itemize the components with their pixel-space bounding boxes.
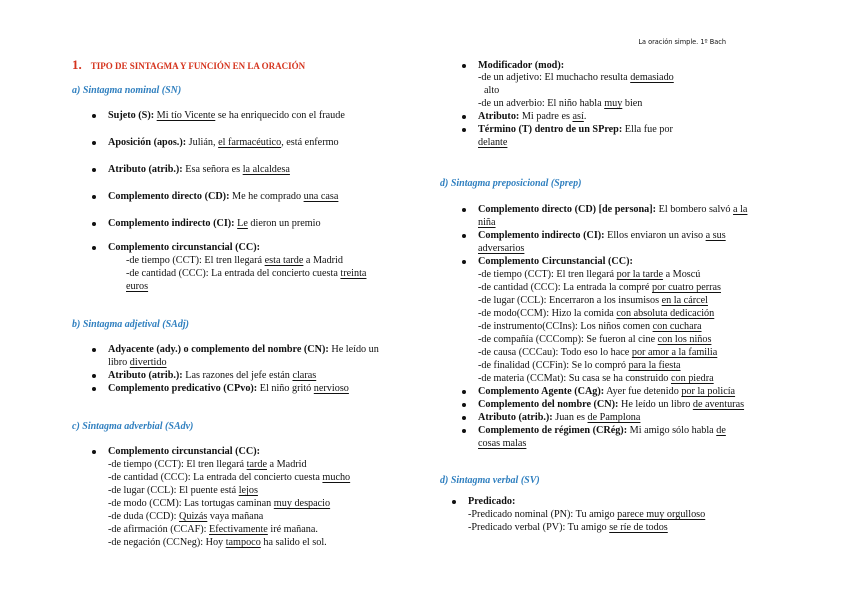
bullet-icon <box>452 500 456 504</box>
sprep-item: Complemento Agente (CAg): Ayer fue detenido por la policía <box>478 386 736 397</box>
bullet-icon <box>462 115 466 119</box>
sn-item: Complemento directo (CD): Me he comprado una casa <box>108 191 339 202</box>
termino-item: Término (T) dentro de un SPrep: Ella fue por <box>478 124 673 135</box>
heading-number: 1. <box>72 57 82 72</box>
sadv-title: c) Sintagma adverbial (SAdv) <box>72 421 194 432</box>
sprep-item: Complemento del nombre (CN): He leído un libro de aventuras <box>478 399 745 410</box>
sadj-item: Adyacente (ady.) o complemento del nombre (CN): He leído un <box>108 344 379 355</box>
sadv-line: -de lugar (CCL): El puente está lejos <box>108 485 258 496</box>
termino-item-cont: delante <box>478 137 508 148</box>
sprep-cc-line: -de finalidad (CCFin): Se lo compró para la fiesta <box>478 360 681 371</box>
bullet-icon <box>92 114 96 118</box>
sadv-item: Complemento circunstancial (CC): <box>108 446 261 457</box>
pred-line: -Predicado nominal (PN): Tu amigo parece muy orgulloso <box>468 509 706 520</box>
sn-item: Sujeto (S): Mi tío Vicente se ha enriquecido con el fraude <box>108 110 345 121</box>
sprep-item: Atributo (atrib.): Juan es de Pamplona <box>478 412 641 423</box>
bullet-icon <box>462 208 466 212</box>
sprep-cc-line: -de instrumento(CCIns): Los niños comen con cuchara <box>478 321 702 332</box>
bullet-icon <box>462 403 466 407</box>
sprep-cc-line: -de cantidad (CCC): La entrada la compré por cuatro perras <box>478 282 721 293</box>
mod-line: -de un adverbio: El niño habla muy bien <box>478 98 643 109</box>
mod-item: Modificador (mod): <box>478 60 565 71</box>
sadv-line: -de negación (CCNeg): Hoy tampoco ha salido el sol. <box>108 537 327 548</box>
sprep-cc-line: -de modo(CCM): Hizo la comida con absoluta dedicación <box>478 308 715 319</box>
sn-cc-line: euros <box>126 281 149 292</box>
bullet-icon <box>92 222 96 226</box>
sprep-item-cont: niña <box>478 217 496 228</box>
sadj-item: Complemento predicativo (CPvo): El niño gritó nervioso <box>108 383 349 394</box>
bullet-icon <box>92 168 96 172</box>
sv-title: d) Sintagma verbal (SV) <box>440 475 540 486</box>
sn-item: Aposición (apos.): Julián, el farmacéutico, está enfermo <box>108 137 339 148</box>
bullet-icon <box>462 416 466 420</box>
sprep-cc-line: -de tiempo (CCT): El tren llegará por la tarde a Moscú <box>478 269 701 280</box>
sn-cc-line: -de cantidad (CCC): La entrada del concierto cuesta treinta <box>126 268 367 279</box>
bullet-icon <box>462 128 466 132</box>
sn-item: Atributo (atrib.): Esa señora es la alcaldesa <box>108 164 290 175</box>
sn-item: Complemento circunstancial (CC): <box>108 242 261 253</box>
bullet-icon <box>92 387 96 391</box>
bullet-icon <box>92 348 96 352</box>
bullet-icon <box>92 141 96 145</box>
bullet-icon <box>92 246 96 250</box>
sadj-item: Atributo (atrib.): Las razones del jefe están claras <box>108 370 317 381</box>
sadv-line: -de afirmación (CCAF): Efectivamente iré mañana. <box>108 524 318 535</box>
sn-item: Complemento indirecto (CI): Le dieron un premio <box>108 218 321 229</box>
section-heading <box>72 58 305 73</box>
pred-line: -Predicado verbal (PV): Tu amigo se ríe de todos <box>468 522 668 533</box>
sadv-line: -de cantidad (CCC): La entrada del concierto cuesta mucho <box>108 472 351 483</box>
sadv-line: -de duda (CCD): Quizás vaya mañana <box>108 511 264 522</box>
sprep-cc-line: -de lugar (CCL): Encerraron a los insumisos en la cárcel <box>478 295 708 306</box>
bullet-icon <box>92 195 96 199</box>
running-header: La oración simple. 1º Bach <box>638 37 726 46</box>
mod-line: -de un adjetivo: El muchacho resulta demasiado <box>478 72 674 83</box>
sprep-item: Complemento Circunstancial (CC): <box>478 256 633 267</box>
sadj-item-cont: libro divertido <box>108 357 167 368</box>
bullet-icon <box>462 234 466 238</box>
bullet-icon <box>92 374 96 378</box>
sprep-item-cont: cosas malas <box>478 438 527 449</box>
atrib-item: Atributo: Mi padre es así. <box>478 111 587 122</box>
sadj-title: b) Sintagma adjetival (SAdj) <box>72 319 189 330</box>
sprep-cc-line: -de compañía (CCComp): Se fueron al cine con los niños <box>478 334 712 345</box>
sprep-item-cont: adversarios <box>478 243 525 254</box>
pred-item: Predicado: <box>468 496 516 507</box>
bullet-icon <box>462 390 466 394</box>
sprep-item: Complemento directo (CD) [de persona]: El bombero salvó a la <box>478 204 748 215</box>
sprep-cc-line: -de causa (CCCau): Todo eso lo hace por amor a la familia <box>478 347 718 358</box>
mod-line: alto <box>484 85 500 96</box>
sprep-title: d) Sintagma preposicional (Sprep) <box>440 178 582 189</box>
sn-title: a) Sintagma nominal (SN) <box>72 85 182 96</box>
bullet-icon <box>462 429 466 433</box>
bullet-icon <box>92 450 96 454</box>
sprep-item: Complemento de régimen (CRég): Mi amigo sólo habla de <box>478 425 726 436</box>
bullet-icon <box>462 260 466 264</box>
sadv-line: -de modo (CCM): Las tortugas caminan muy despacio <box>108 498 331 509</box>
heading-title: TIPO DE SINTAGMA Y FUNCIÓN EN LA ORACIÓN <box>90 61 306 71</box>
page-header <box>0 0 848 50</box>
sn-cc-line: -de tiempo (CCT): El tren llegará esta tarde a Madrid <box>126 255 343 266</box>
bullet-icon <box>462 64 466 68</box>
sadv-line: -de tiempo (CCT): El tren llegará tarde a Madrid <box>108 459 307 470</box>
sprep-item: Complemento indirecto (CI): Ellos enviaron un aviso a sus <box>478 230 726 241</box>
sprep-cc-line: -de materia (CCMat): Su casa se ha construido con piedra <box>478 373 714 384</box>
